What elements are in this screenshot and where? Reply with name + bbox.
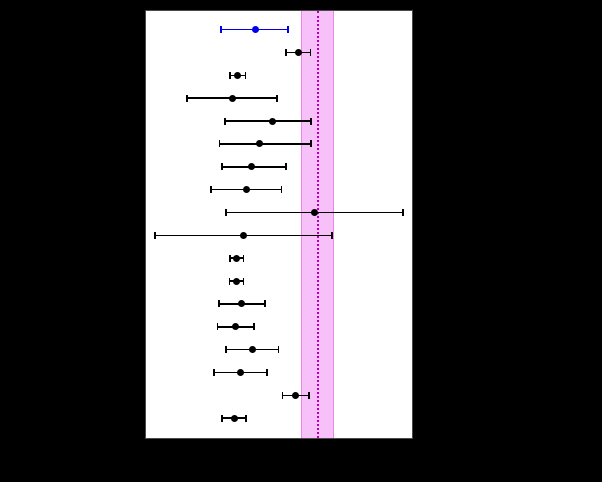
error-bar-right-cap <box>310 118 312 125</box>
error-bar-left-cap <box>219 140 221 147</box>
error-bar-left-cap <box>229 255 231 262</box>
error-bar-right-cap <box>266 369 268 376</box>
reference-line <box>317 11 319 438</box>
data-point-marker <box>240 232 247 239</box>
error-bar-left-cap <box>229 278 231 285</box>
error-bar <box>225 120 311 122</box>
data-point-marker <box>252 26 259 33</box>
error-bar-right-cap <box>308 392 310 399</box>
data-point-marker <box>237 369 244 376</box>
error-bar-left-cap <box>213 369 215 376</box>
data-point-marker <box>311 209 318 216</box>
error-bar-left-cap <box>225 346 227 353</box>
error-bar-right-cap <box>281 186 283 193</box>
error-bar-left-cap <box>224 118 226 125</box>
error-bar-right-cap <box>243 278 245 285</box>
error-bar-right-cap <box>402 209 404 216</box>
error-bar-left-cap <box>210 186 212 193</box>
data-point-marker <box>229 95 236 102</box>
error-bar-left-cap <box>221 163 223 170</box>
data-point-marker <box>233 255 240 262</box>
error-bar-left-cap <box>282 392 284 399</box>
error-bar-right-cap <box>285 163 287 170</box>
error-bar-left-cap <box>218 300 220 307</box>
data-point-marker <box>238 300 245 307</box>
error-bar-left-cap <box>217 323 219 330</box>
data-point-marker <box>292 392 299 399</box>
error-bar <box>220 143 311 145</box>
data-point-marker <box>234 72 241 79</box>
error-bar-right-cap <box>253 323 255 330</box>
error-bar-left-cap <box>154 232 156 239</box>
plot-area <box>145 10 413 439</box>
error-bar-right-cap <box>331 232 333 239</box>
data-point-marker <box>295 49 302 56</box>
error-bar-left-cap <box>220 26 222 33</box>
data-point-marker <box>231 415 238 422</box>
error-bar-right-cap <box>243 255 245 262</box>
error-bar-right-cap <box>287 26 289 33</box>
error-bar-right-cap <box>310 49 312 56</box>
error-bar-left-cap <box>221 415 223 422</box>
error-bar-left-cap <box>229 72 231 79</box>
data-point-marker <box>269 118 276 125</box>
error-bar-right-cap <box>278 346 280 353</box>
data-point-marker <box>248 163 255 170</box>
error-bar-right-cap <box>245 72 247 79</box>
data-point-marker <box>256 140 263 147</box>
error-bar-left-cap <box>285 49 287 56</box>
error-bar-left-cap <box>186 95 188 102</box>
error-bar-left-cap <box>225 209 227 216</box>
error-bar-right-cap <box>276 95 278 102</box>
error-bar-right-cap <box>264 300 266 307</box>
data-point-marker <box>232 323 239 330</box>
error-bar-right-cap <box>310 140 312 147</box>
data-point-marker <box>243 186 250 193</box>
error-bar-right-cap <box>245 415 247 422</box>
data-point-marker <box>233 278 240 285</box>
data-point-marker <box>249 346 256 353</box>
